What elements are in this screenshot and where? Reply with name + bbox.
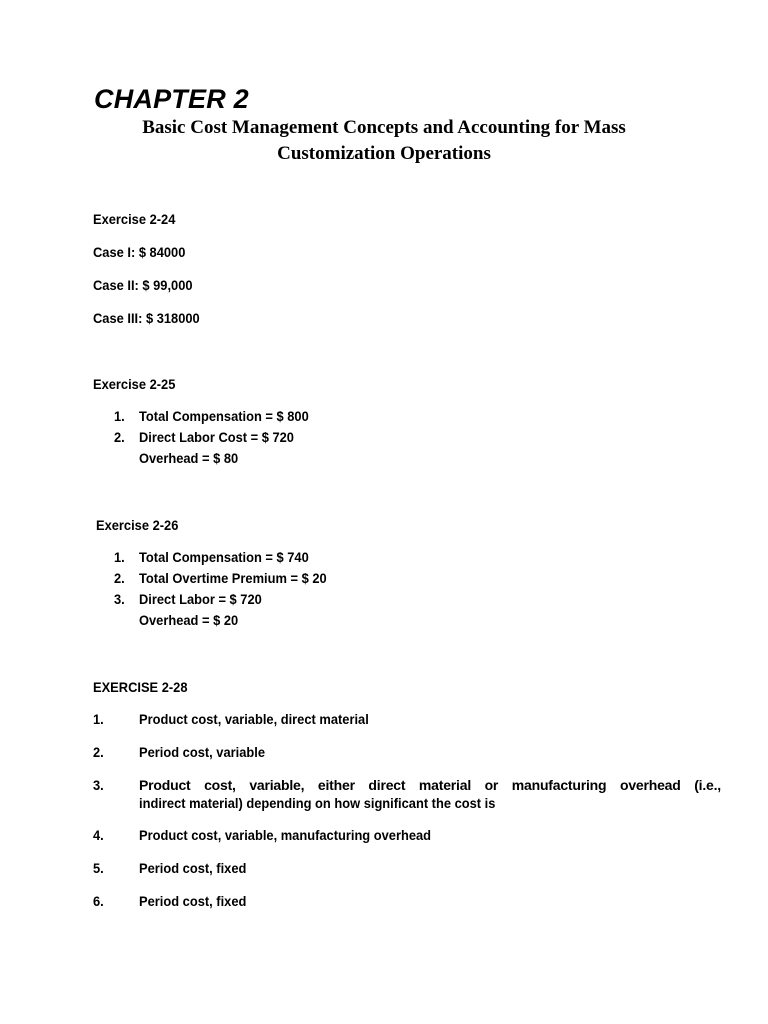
exercise-2-26-item-2-text: Total Overtime Premium = $ 20 [139, 570, 327, 586]
exercise-2-28-item-2-text: Period cost, variable [139, 744, 265, 760]
exercise-2-25-item-2-text: Direct Labor Cost = $ 720 [139, 429, 294, 445]
exercise-2-26-item-1-text: Total Compensation = $ 740 [139, 549, 309, 565]
exercise-2-26-item-2-number: 2. [114, 570, 125, 586]
exercise-2-28-item-1-text: Product cost, variable, direct material [139, 711, 369, 727]
chapter-title: CHAPTER 2 [94, 84, 249, 114]
exercise-2-28-item-2-number: 2. [93, 744, 104, 760]
exercise-2-25-heading: Exercise 2-25 [93, 376, 176, 392]
chapter-subtitle-line-2: Customization Operations [277, 143, 491, 164]
exercise-2-26-overhead: Overhead = $ 20 [139, 612, 239, 628]
exercise-2-25-overhead: Overhead = $ 80 [139, 450, 239, 466]
exercise-2-28-item-6-number: 6. [93, 893, 104, 909]
exercise-2-28-item-4-text: Product cost, variable, manufacturing overhead [139, 827, 432, 843]
exercise-2-24-case-1: Case I: $ 84000 [93, 244, 186, 260]
exercise-2-26-item-3-text: Direct Labor = $ 720 [139, 591, 262, 607]
exercise-2-28-item-3-text: Product cost, variable, either direct material or manufacturing overhead (i.e., [139, 777, 721, 793]
exercise-2-26-item-1-number: 1. [114, 549, 125, 565]
chapter-subtitle-line-1: Basic Cost Management Concepts and Accounting for Mass [142, 117, 626, 138]
exercise-2-25-item-2-number: 2. [114, 429, 125, 445]
exercise-2-24-case-2: Case II: $ 99,000 [93, 277, 193, 293]
exercise-2-28-item-3-text-continued: indirect material) depending on how significant the cost is [139, 795, 496, 811]
exercise-2-24-heading: Exercise 2-24 [93, 211, 176, 227]
exercise-2-26-heading: Exercise 2-26 [96, 517, 179, 533]
exercise-2-24-case-3: Case III: $ 318000 [93, 310, 200, 326]
exercise-2-28-item-4-number: 4. [93, 827, 104, 843]
exercise-2-26-item-3-number: 3. [114, 591, 125, 607]
exercise-2-25-item-1-text: Total Compensation = $ 800 [139, 408, 309, 424]
exercise-2-28-item-5-text: Period cost, fixed [139, 860, 247, 876]
exercise-2-25-item-1-number: 1. [114, 408, 125, 424]
exercise-2-28-item-6-text: Period cost, fixed [139, 893, 247, 909]
exercise-2-28-item-1-number: 1. [93, 711, 104, 727]
exercise-2-28-heading: EXERCISE 2-28 [93, 679, 188, 695]
exercise-2-28-item-3-number: 3. [93, 777, 104, 793]
exercise-2-28-item-5-number: 5. [93, 860, 104, 876]
